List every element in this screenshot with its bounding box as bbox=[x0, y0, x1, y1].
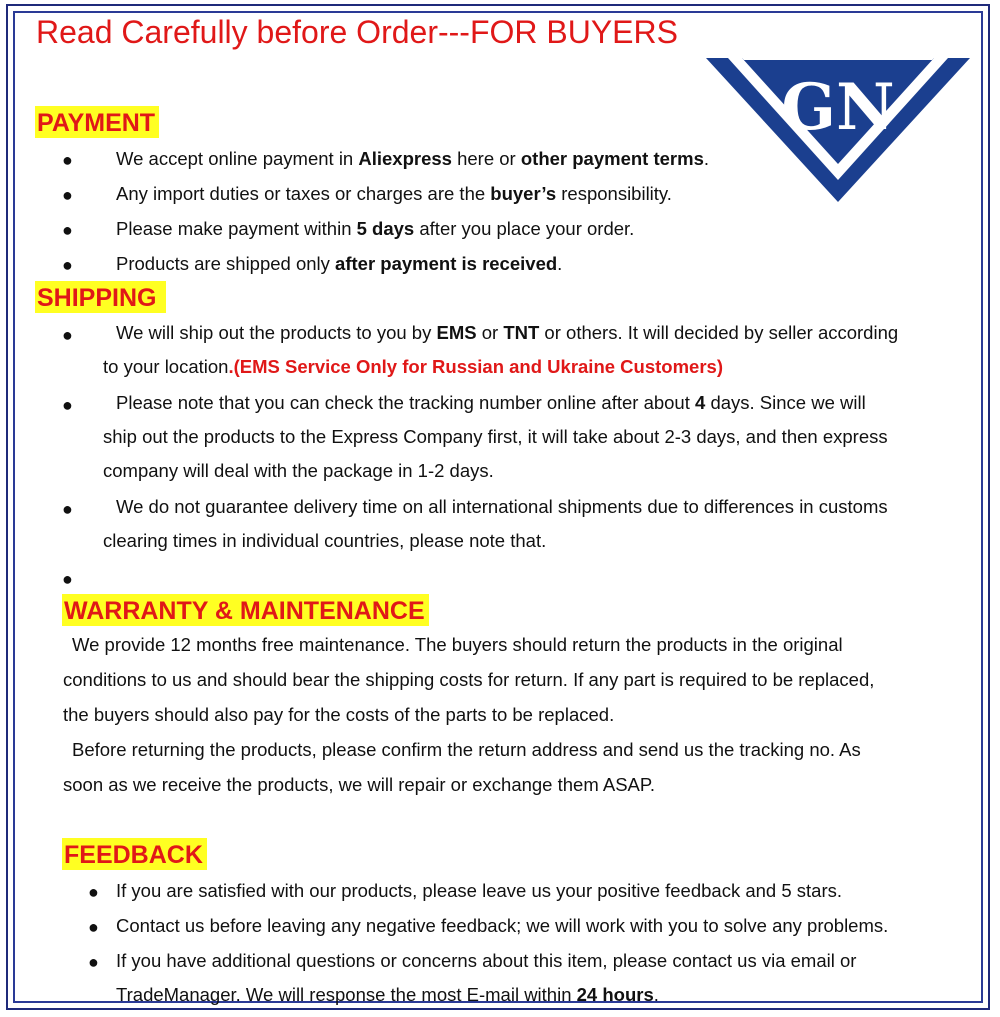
bullet-icon: ● bbox=[88, 882, 99, 902]
bullet-icon: ● bbox=[88, 952, 99, 972]
gn-logo bbox=[706, 56, 970, 204]
shipping-item-2-line-2: ship out the products to the Express Company first, it will take about 2-3 days, and then express bbox=[103, 426, 888, 447]
bullet-icon: ● bbox=[62, 255, 73, 275]
shipping-item-3-line-1: We do not guarantee delivery time on all international shipments due to differences in customs bbox=[116, 496, 888, 517]
feedback-item-2: Contact us before leaving any negative feedback; we will work with you to solve any problems. bbox=[116, 915, 889, 936]
warranty-heading: WARRANTY & MAINTENANCE bbox=[62, 594, 429, 626]
page-title: Read Carefully before Order---FOR BUYERS bbox=[36, 14, 678, 50]
payment-item-3: Please make payment within 5 days after you place your order. bbox=[116, 218, 635, 239]
feedback-heading: FEEDBACK bbox=[62, 838, 207, 870]
warranty-p1-line-1: We provide 12 months free maintenance. The buyers should return the products in the original bbox=[72, 634, 843, 655]
shipping-item-1-line-2: to your location.(EMS Service Only for Russian and Ukraine Customers) bbox=[103, 356, 723, 377]
payment-item-4: Products are shipped only after payment is received. bbox=[116, 253, 563, 274]
bullet-icon: ● bbox=[62, 569, 73, 589]
warranty-p1-line-2: conditions to us and should bear the shipping costs for return. If any part is required to be replaced, bbox=[63, 669, 875, 690]
payment-item-1: We accept online payment in Aliexpress here or other payment terms. bbox=[116, 148, 709, 169]
feedback-item-3-line-1: If you have additional questions or concerns about this item, please contact us via email or bbox=[116, 950, 857, 971]
feedback-item-3-line-2: TradeManager. We will response the most E-mail within 24 hours. bbox=[116, 984, 659, 1005]
bullet-icon: ● bbox=[62, 220, 73, 240]
warranty-p2-line-1: Before returning the products, please confirm the return address and send us the tracking no. As bbox=[72, 739, 861, 760]
bullet-icon: ● bbox=[88, 917, 99, 937]
ems-notice: (EMS Service Only for Russian and Ukraine Customers) bbox=[233, 356, 723, 377]
payment-item-2: Any import duties or taxes or charges are the buyer’s responsibility. bbox=[116, 183, 672, 204]
logo-text: GN bbox=[781, 70, 895, 145]
feedback-item-1: If you are satisfied with our products, please leave us your positive feedback and 5 stars. bbox=[116, 880, 843, 901]
payment-heading: PAYMENT bbox=[35, 106, 159, 138]
warranty-p1-line-3: the buyers should also pay for the costs of the parts to be replaced. bbox=[63, 704, 615, 725]
bullet-icon: ● bbox=[62, 499, 73, 519]
warranty-p2-line-2: soon as we receive the products, we will repair or exchange them ASAP. bbox=[63, 774, 655, 795]
bullet-icon: ● bbox=[62, 325, 73, 345]
bullet-icon: ● bbox=[62, 185, 73, 205]
shipping-item-2-line-1: Please note that you can check the tracking number online after about 4 days. Since we will bbox=[116, 392, 866, 413]
shipping-item-3-line-2: clearing times in individual countries, please note that. bbox=[103, 530, 547, 551]
bullet-icon: ● bbox=[62, 395, 73, 415]
shipping-item-2-line-3: company will deal with the package in 1-2 days. bbox=[103, 460, 494, 481]
shipping-heading: SHIPPING bbox=[35, 281, 166, 313]
shipping-item-1-line-1: We will ship out the products to you by EMS or TNT or others. It will decided by seller according bbox=[116, 322, 899, 343]
bullet-icon: ● bbox=[62, 150, 73, 170]
